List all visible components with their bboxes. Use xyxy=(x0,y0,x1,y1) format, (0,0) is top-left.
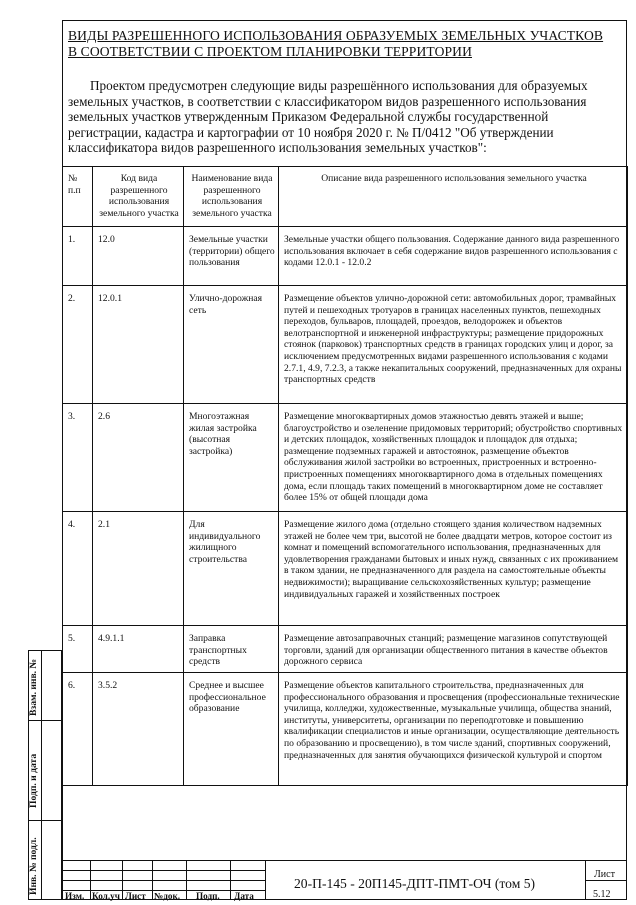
footer-izm: Изм. xyxy=(65,891,85,901)
row-code: 12.0.1 xyxy=(93,286,184,404)
footer-col-line xyxy=(90,860,91,900)
row-name: Земельные участки (территории) общего пользования xyxy=(184,227,279,286)
row-description: Размещение многоквартирных домов этажностью девять этажей и выше; благоустройство и озеленение придомовых территорий; обустройство спортивных и детских площадок, хозяйственных площадок и площадок для отдыха; размещение подземных гаражей и автостоянок, размещение объектов обслуживания жилой застройки во встроенных, пристроенных и встроенно-пристроенных помещениях многоквартирного дома в отдельных помещениях дома, если площадь таких помещений в многоквартирном доме не составляет более 15% от общей площади дома xyxy=(279,404,628,512)
row-num: 6. xyxy=(63,673,93,786)
row-code: 2.1 xyxy=(93,512,184,626)
row-description: Земельные участки общего пользования. Содержание данного вида разрешенного использования включает в себя содержание видов разрешенного использования с кодами 12.0.1 - 12.0.2 xyxy=(279,227,628,286)
land-use-table xyxy=(62,166,628,786)
side-stamp-inv: Инв. № подл. xyxy=(28,837,39,895)
row-num: 5. xyxy=(63,626,93,673)
row-code: 3.5.2 xyxy=(93,673,184,786)
table-row xyxy=(63,286,628,404)
footer-col-line xyxy=(152,860,153,900)
table-row xyxy=(63,673,628,786)
row-code: 12.0 xyxy=(93,227,184,286)
table-row xyxy=(63,512,628,626)
table-row xyxy=(63,227,628,286)
side-stamp-value-cell xyxy=(42,820,62,900)
sheet-label: Лист xyxy=(594,869,615,880)
table-row xyxy=(63,404,628,512)
table-row xyxy=(63,626,628,673)
row-description: Размещение объектов капитального строительства, предназначенных для профессионального образования и просвещения (профессиональные технические училища, колледжи, художественные, музыкальные училища, общества знаний, институты, университеты, организации по переподготовке и повышению квалификации специалистов и иные организации, осуществляющие деятельность по образованию и просвещению), в том числе зданий, спортивных сооружений, предназначенных для занятия обучающихся физической культурой и спортом xyxy=(279,673,628,786)
footer-row-line xyxy=(62,870,265,871)
row-num: 2. xyxy=(63,286,93,404)
row-name: Многоэтажная жилая застройка (высотная застройка) xyxy=(184,404,279,512)
footer-kol: Кол.уч xyxy=(92,891,120,901)
intro-paragraph: Проектом предусмотрен следующие виды разрешённого использования для образуемых земельных участков, в соответствии с классификатором видов разрешенного использования земельных участков утвержденным Приказом Федеральной службы государственной регистрации, кадастра и картографии от 10 ноября 2020 г. № П/0412 "Об утверждении классификатора видов разрешенного использования земельных участков": xyxy=(68,78,588,156)
footer-col-line xyxy=(186,860,187,900)
row-code: 4.9.1.1 xyxy=(93,626,184,673)
header-num: № п.п xyxy=(63,167,93,227)
row-name: Для индивидуального жилищного строительства xyxy=(184,512,279,626)
row-num: 3. xyxy=(63,404,93,512)
footer-sheet-line xyxy=(585,880,627,881)
row-num: 1. xyxy=(63,227,93,286)
row-name: Среднее и высшее профессиональное образование xyxy=(184,673,279,786)
document-title: ВИДЫ РАЗРЕШЕННОГО ИСПОЛЬЗОВАНИЯ ОБРАЗУЕМЫХ ЗЕМЕЛЬНЫХ УЧАСТКОВ В СООТВЕТСТВИИ С ПРОЕКТОМ ПЛАНИРОВКИ ТЕРРИТОРИИ xyxy=(68,28,604,59)
footer-podp: Подп. xyxy=(196,891,220,901)
side-stamp-value-cell xyxy=(42,720,62,820)
sheet-number: 5.12 xyxy=(593,889,611,900)
footer-col-line xyxy=(230,860,231,900)
header-code: Код вида разрешенного использования земельного участка xyxy=(93,167,184,227)
side-stamp-value-cell xyxy=(42,650,62,720)
footer-top-line xyxy=(62,860,627,861)
footer-row-line xyxy=(62,880,265,881)
row-description: Размещение объектов улично-дорожной сети: автомобильных дорог, трамвайных путей и пешеходных тротуаров в границах населенных пунктов, пешеходных переходов, бульваров, площадей, проездов, велодорожек и объектов велотранспортной и инженерной инфраструктуры; размещение придорожных стоянок (парковок) транспортных средств в границах городских улиц и дорог, за исключением предусмотренных видами разрешенного использования с кодами 2.7.1, 4.9, 7.2.3, а также некапитальных сооружений, предназначенных для охраны транспортных средств xyxy=(279,286,628,404)
row-description: Размещение автозаправочных станций; размещение магазинов сопутствующей торговли, зданий для организации общественного питания в качестве объектов дорожного сервиса xyxy=(279,626,628,673)
side-stamp-podp: Подп. и дата xyxy=(28,753,39,808)
row-name: Заправка транспортных средств xyxy=(184,626,279,673)
footer-col-line xyxy=(585,860,586,900)
side-stamp-vzam: Взам. инв. № xyxy=(28,658,39,716)
row-num: 4. xyxy=(63,512,93,626)
footer-col-line xyxy=(265,860,266,900)
footer-col-line xyxy=(122,860,123,900)
table-header-row xyxy=(63,167,628,227)
row-code: 2.6 xyxy=(93,404,184,512)
footer-stamp xyxy=(62,860,627,900)
footer-ndok: №док. xyxy=(154,891,181,901)
footer-data: Дата xyxy=(234,891,254,901)
row-name: Улично-дорожная сеть xyxy=(184,286,279,404)
header-description: Описание вида разрешенного использования земельного участка xyxy=(279,167,628,227)
header-name: Наименование вида разрешенного использования земельного участка xyxy=(184,167,279,227)
document-code: 20-П-145 - 20П145-ДПТ-ПМТ-ОЧ (том 5) xyxy=(294,876,536,891)
side-stamp xyxy=(28,650,62,900)
row-description: Размещение жилого дома (отдельно стоящего здания количеством надземных этажей не более чем три, высотой не более двадцати метров, которое состоит из комнат и помещений вспомогательного использования, предназначенных для удовлетворения гражданами бытовых и иных нужд, связанных с их проживанием в таком здании, не предназначенного для раздела на самостоятельные объекты недвижимости); выращивание сельскохозяйственных культур; размещение индивидуальных гаражей и хозяйственных построек xyxy=(279,512,628,626)
footer-list: Лист xyxy=(125,891,146,901)
